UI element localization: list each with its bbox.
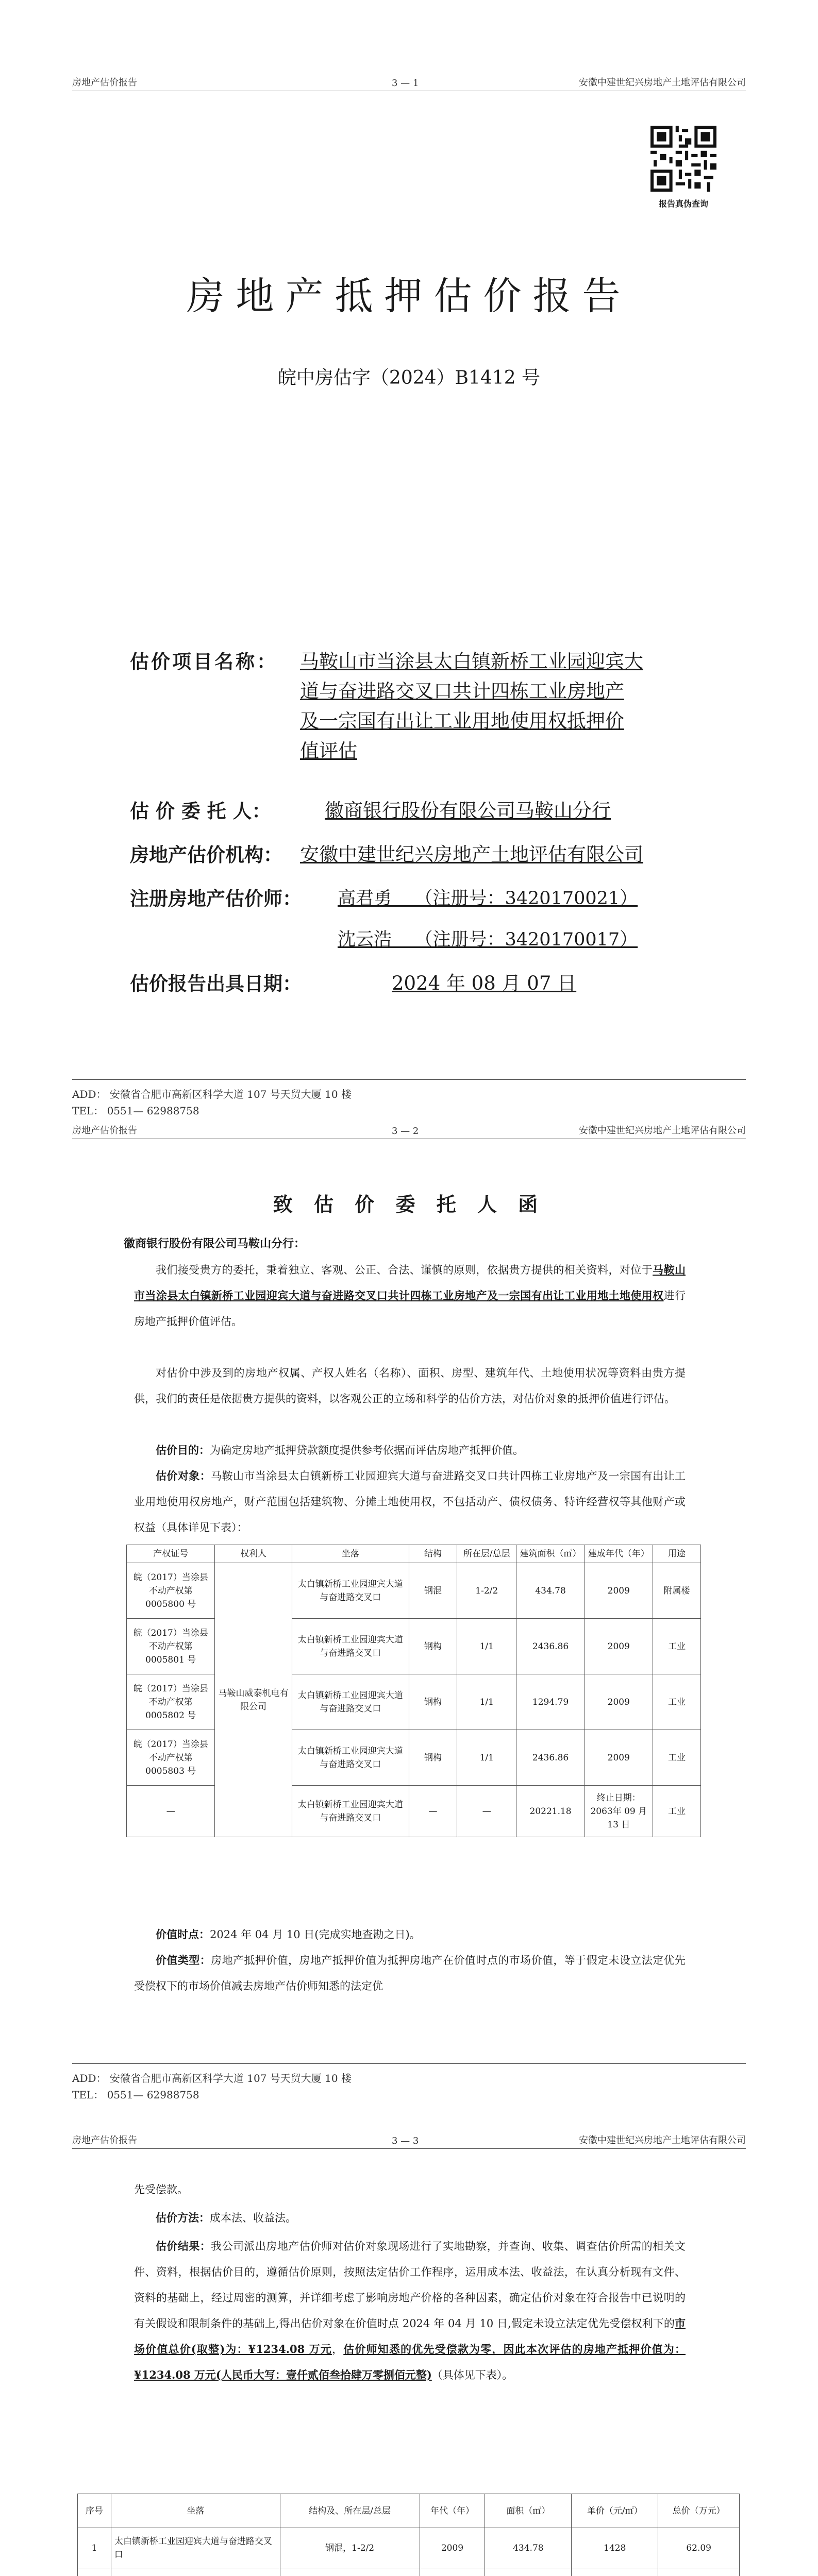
cell: 工业 [653,1674,700,1730]
project-line: 值评估 [300,740,357,762]
table-header-row [78,2494,740,2528]
col-total: 总价（万元） [658,2494,740,2528]
cell: 1/1 [457,1674,516,1730]
cell: 附属楼 [653,1563,700,1619]
col-structure: 结构 [409,1545,457,1563]
value-type-para [134,1947,686,1999]
method-text: 成本法、收益法。 [210,2212,296,2224]
col-area: 面积（㎡） [485,2494,572,2528]
report-title: 房地产抵押估价报告 [186,274,632,318]
table-row [127,1786,701,1837]
letter-para-1 [134,1257,686,1334]
report-number: 皖中房估字（2024）B1412 号 [277,367,541,388]
date-value: 2024 年 08 月 07 日 [392,972,577,994]
cell [420,2568,485,2576]
appraiser-2: 沈云浩 （注册号：3420170017） [338,929,638,950]
cell [485,2568,572,2576]
cell: — [127,1786,215,1837]
col-index: 序号 [78,2494,111,2528]
value-date-text: 2024 年 04 月 10 日(完成实地查勘之日)。 [210,1928,421,1941]
para1-tail: 进行房地产抵押价值评估。 [134,1290,686,1328]
valuation-table [77,2494,740,2576]
table-header-row [127,1545,701,1563]
footer-phone: TEL： 0551— 62988758 [72,2089,199,2101]
col-structure: 结构及、所在层/总层 [280,2494,420,2528]
cell: 太白镇新桥工业园迎宾大道与奋进路交叉口 [292,1563,409,1619]
cell [78,2568,111,2576]
value-type-label: 价值类型： [156,1954,211,1967]
col-area: 建筑面积（㎡） [516,1545,585,1563]
col-owner: 权利人 [215,1545,292,1563]
result-tail: （具体见下表）。 [431,2369,513,2381]
letter-para-2: 对估价中涉及到的房地产权属、产权人姓名（名称）、面积、房型、建筑年代、土地使用状况等资料由贵方提供，我们的责任是依据贵方提供的资料，以客观公正的立场和科学的估价方法，对估价对象的抵押价值进行评估。 [134,1367,686,1405]
cell: 20221.18 [516,1786,585,1837]
cell: 1/1 [457,1619,516,1674]
table-row [127,1619,701,1674]
para1-text: 我们接受贵方的委托，秉着独立、客观、公正、合法、谨慎的原则，依据贵方提供的相关资料，对位于 [156,1264,653,1276]
purpose-label: 估价目的： [156,1444,210,1456]
result-text: 我公司派出房地产估价师对估价对象现场进行了实地勘察，并查询、收集、调查估价所需的相关文件、资料，根据估价目的，遵循估价原则，按照法定估价工作程序，运用成本法、收益法，在认真分析现有文件、资料的基础上，经过周密的测算，并详细考虑了影响房地产价格的各种因素，确定估价对象在符合报告中已说明的有关假设和限制条件的基础上,得出估价对象在价值时点 2024 年 04 月 10 日,假定未设立法定优先受偿权利下的 [134,2240,686,2330]
cell: 终止日期：2063年 09 月13 日 [585,1786,653,1837]
cell: 2436.86 [516,1730,585,1786]
cell: 太白镇新桥工业园迎宾大道与奋进路交叉口 [292,1674,409,1730]
qr-caption: 报告真伪查询 [658,199,708,209]
cell: 1294.79 [516,1674,585,1730]
header-company: 安徽中建世纪兴房地产土地评估有限公司 [579,1125,746,1136]
cell: 62.09 [658,2528,740,2568]
cell: — [457,1786,516,1837]
cell: 皖（2017）当涂县不动产权第0005800 号 [127,1563,215,1619]
page-3 [0,2128,818,2576]
para1-object: 马鞍山市当涂县太白镇新桥工业园迎宾大道与奋进路交叉口共计四栋工业房地产及一宗国有出让工业用地土地使用权 [134,1263,686,1302]
project-line: 马鞍山市当涂县太白镇新桥工业园迎宾大 [300,650,643,672]
market-value: 市场价值总价(取整)为：¥1234.08 万元 [134,2317,686,2355]
cell [658,2568,740,2576]
header-left: 房地产估价报告 [72,1125,137,1136]
owner-cell: 马鞍山威泰机电有限公司 [215,1563,292,1837]
object-text: 马鞍山市当涂县太白镇新桥工业园迎宾大道与奋进路交叉口共计四栋工业房地产及一宗国有出让工业用地使用权房地产，财产范围包括建筑物、分摊土地使用权，不包括动产、债权债务、特许经营权等其他财产或权益（具体详见下表）： [134,1470,686,1534]
page-header [72,76,746,91]
col-year: 建成年代（年） [585,1545,653,1563]
col-floor: 所在层/总层 [457,1545,516,1563]
page-header [72,1124,746,1139]
cell: 2009 [420,2528,485,2568]
header-company: 安徽中建世纪兴房地产土地评估有限公司 [579,2135,746,2146]
cell: 2009 [585,1619,653,1674]
cell [280,2568,420,2576]
project-line: 道与奋进路交叉口共计四栋工业房地产 [300,680,624,702]
cell: 太白镇新桥工业园迎宾大道与奋进路交叉口 [111,2528,280,2568]
col-cert: 产权证号 [127,1545,215,1563]
page-footer [72,2063,746,2103]
letter-title: 致 估 价 委 托 人 函 [273,1193,545,1216]
mortgage-value: 估价师知悉的优先受偿款为零，因此本次评估的房地产抵押价值为：¥1234.08 万元(人民币大写：壹仟贰佰叁拾肆万零捌佰元整) [134,2343,686,2381]
value-date-para [134,1922,686,1947]
header-company: 安徽中建世纪兴房地产土地评估有限公司 [579,77,746,88]
cell: 钢混 [409,1563,457,1619]
object-para [134,1463,686,1540]
client-label: 估 价 委 托 人： [130,800,271,822]
agency-label: 房地产估价机构： [130,843,282,866]
project-line: 及一宗国有出让工业用地使用权抵押价 [300,710,624,732]
cell: 钢构 [409,1619,457,1674]
property-table [126,1545,701,1837]
appraiser-label: 注册房地产估价师： [130,887,302,910]
cell: 2009 [585,1674,653,1730]
cell: 工业 [653,1786,700,1837]
cell: 皖（2017）当涂县不动产权第0005802 号 [127,1674,215,1730]
purpose-text: 为确定房地产抵押贷款额度提供参考依据而评估房地产抵押价值。 [210,1444,524,1456]
continued-text: 先受偿款。 [134,2183,188,2196]
cell: 1 [78,2528,111,2568]
table-row [127,1730,701,1786]
cell: 2009 [585,1563,653,1619]
cell: 1/1 [457,1730,516,1786]
value-type-text: 房地产抵押价值，房地产抵押价值为抵押房地产在价值时点的市场价值，等于假定未设立法定优先受偿权下的市场价值减去房地产估价师知悉的法定优 [134,1954,686,1992]
cell: 工业 [653,1730,700,1786]
header-left: 房地产估价报告 [72,77,137,88]
cell: 钢构 [409,1730,457,1786]
cell: 2009 [585,1730,653,1786]
salutation: 徽商银行股份有限公司马鞍山分行： [124,1237,306,1250]
table-row [127,1563,701,1619]
purpose-para [134,1437,686,1463]
appraiser-1: 高君勇 （注册号：3420170021） [338,888,638,909]
cell: 太白镇新桥工业园迎宾大道与奋进路交叉口 [292,1619,409,1674]
client-value: 徽商银行股份有限公司马鞍山分行 [325,800,611,822]
cell [111,2568,280,2576]
cell: 钢混，1-2/2 [280,2528,420,2568]
result-sep: ， [332,2343,344,2355]
cell: 太白镇新桥工业园迎宾大道与奋进路交叉口 [292,1730,409,1786]
col-unit-price: 单价（元/㎡） [572,2494,658,2528]
cell [572,2568,658,2576]
page-footer [72,1079,746,1119]
col-use: 用途 [653,1545,700,1563]
date-label: 估价报告出具日期： [130,972,302,995]
header-page-number: 3 — 2 [392,1126,419,1137]
cell: — [409,1786,457,1837]
table-row [78,2568,740,2576]
header-page-number: 3 — 1 [392,78,419,89]
header-page-number: 3 — 3 [392,2136,419,2146]
method-label: 估价方法： [156,2211,210,2224]
page-header [72,2134,746,2149]
method-para [134,2205,686,2231]
cell: 工业 [653,1619,700,1674]
footer-phone: TEL： 0551— 62988758 [72,1105,199,1117]
project-name [300,647,717,766]
col-year: 年代（年） [420,2494,485,2528]
cell: 太白镇新桥工业园迎宾大道与奋进路交叉口 [292,1786,409,1837]
table-row [127,1674,701,1730]
table-row [78,2528,740,2568]
project-label: 估价项目名称： [130,650,278,673]
cell: 皖（2017）当涂县不动产权第0005803 号 [127,1730,215,1786]
qr-code [650,126,716,192]
cell: 1428 [572,2528,658,2568]
value-date-label: 价值时点： [156,1928,210,1941]
header-left: 房地产估价报告 [72,2135,137,2146]
col-location: 坐落 [111,2494,280,2528]
cell: 钢构 [409,1674,457,1730]
page-1 [0,0,818,1117]
agency-value: 安徽中建世纪兴房地产土地评估有限公司 [300,843,643,866]
object-label: 估价对象： [156,1469,211,1482]
cell: 2436.86 [516,1619,585,1674]
page-2 [0,1118,818,2215]
qr-code-icon [650,126,716,192]
cell: 434.78 [516,1563,585,1619]
cell: 皖（2017）当涂县不动产权第0005801 号 [127,1619,215,1674]
footer-address: ADD： 安徽省合肥市高新区科学大道 107 号天贸大厦 10 楼 [72,1088,352,1100]
cell: 1-2/2 [457,1563,516,1619]
footer-address: ADD： 安徽省合肥市高新区科学大道 107 号天贸大厦 10 楼 [72,2072,352,2084]
col-location: 坐落 [292,1545,409,1563]
cell: 434.78 [485,2528,572,2568]
result-para [134,2233,686,2388]
result-label: 估价结果： [156,2240,211,2252]
